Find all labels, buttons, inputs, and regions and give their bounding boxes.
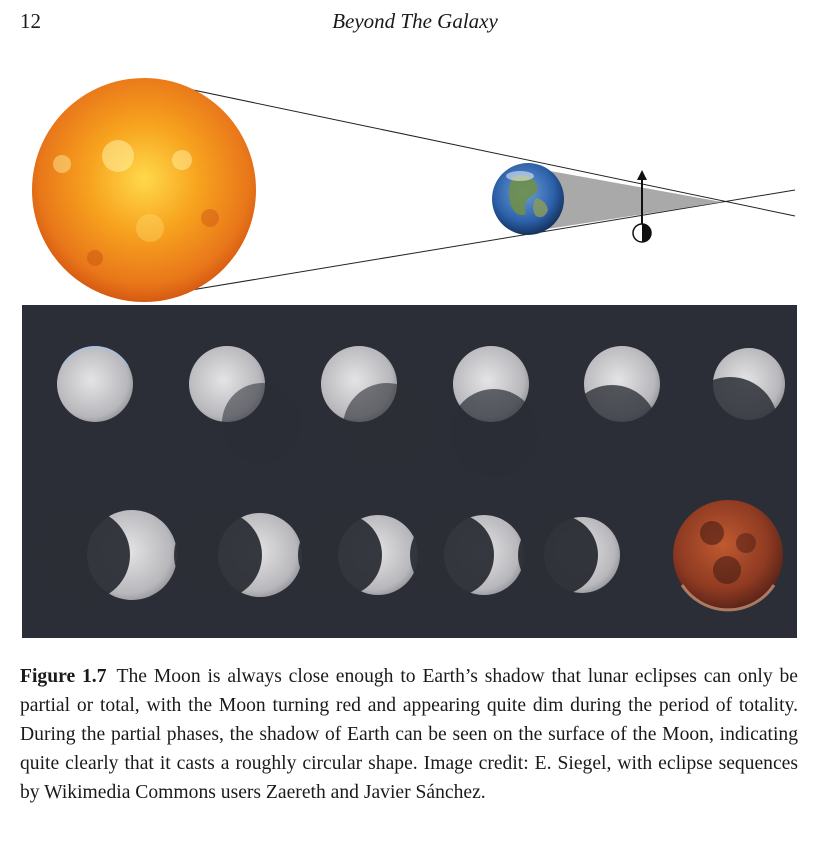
eclipse-geometry-diagram (0, 68, 830, 308)
figure-caption (20, 662, 798, 807)
running-head: Beyond The Galaxy (332, 9, 498, 33)
arrow-head-icon (637, 170, 647, 180)
caption-text: The Moon is always close enough to Earth’s shadow that lunar eclipses can only be partial or total, with the Moon turning red and appearing quite dim during the period of totality. During the partial phases, the shadow of Earth can be seen on the surface of the Moon, indicating quite clearly that it casts a roughly circular shape. Image credit: E. Siegel, with eclipse sequences by Wikimedia Commons users Zaereth and Javier Sánchez. (20, 666, 798, 803)
moon-phase-9 (298, 513, 418, 597)
lunar-eclipse-photo (22, 305, 797, 638)
sun-icon (32, 78, 256, 302)
page-number: 12 (20, 9, 41, 33)
moon-phase-10 (410, 513, 524, 597)
moon-icon (633, 224, 651, 242)
figure-label: Figure 1.7 (20, 666, 107, 687)
earth-icon (492, 163, 564, 235)
moon-phase-11 (518, 515, 620, 595)
moon-phase-total-red (673, 500, 783, 610)
moon-phase-8 (174, 511, 302, 599)
moon-phase-7 (38, 509, 177, 601)
moon-phase-1 (57, 346, 133, 422)
